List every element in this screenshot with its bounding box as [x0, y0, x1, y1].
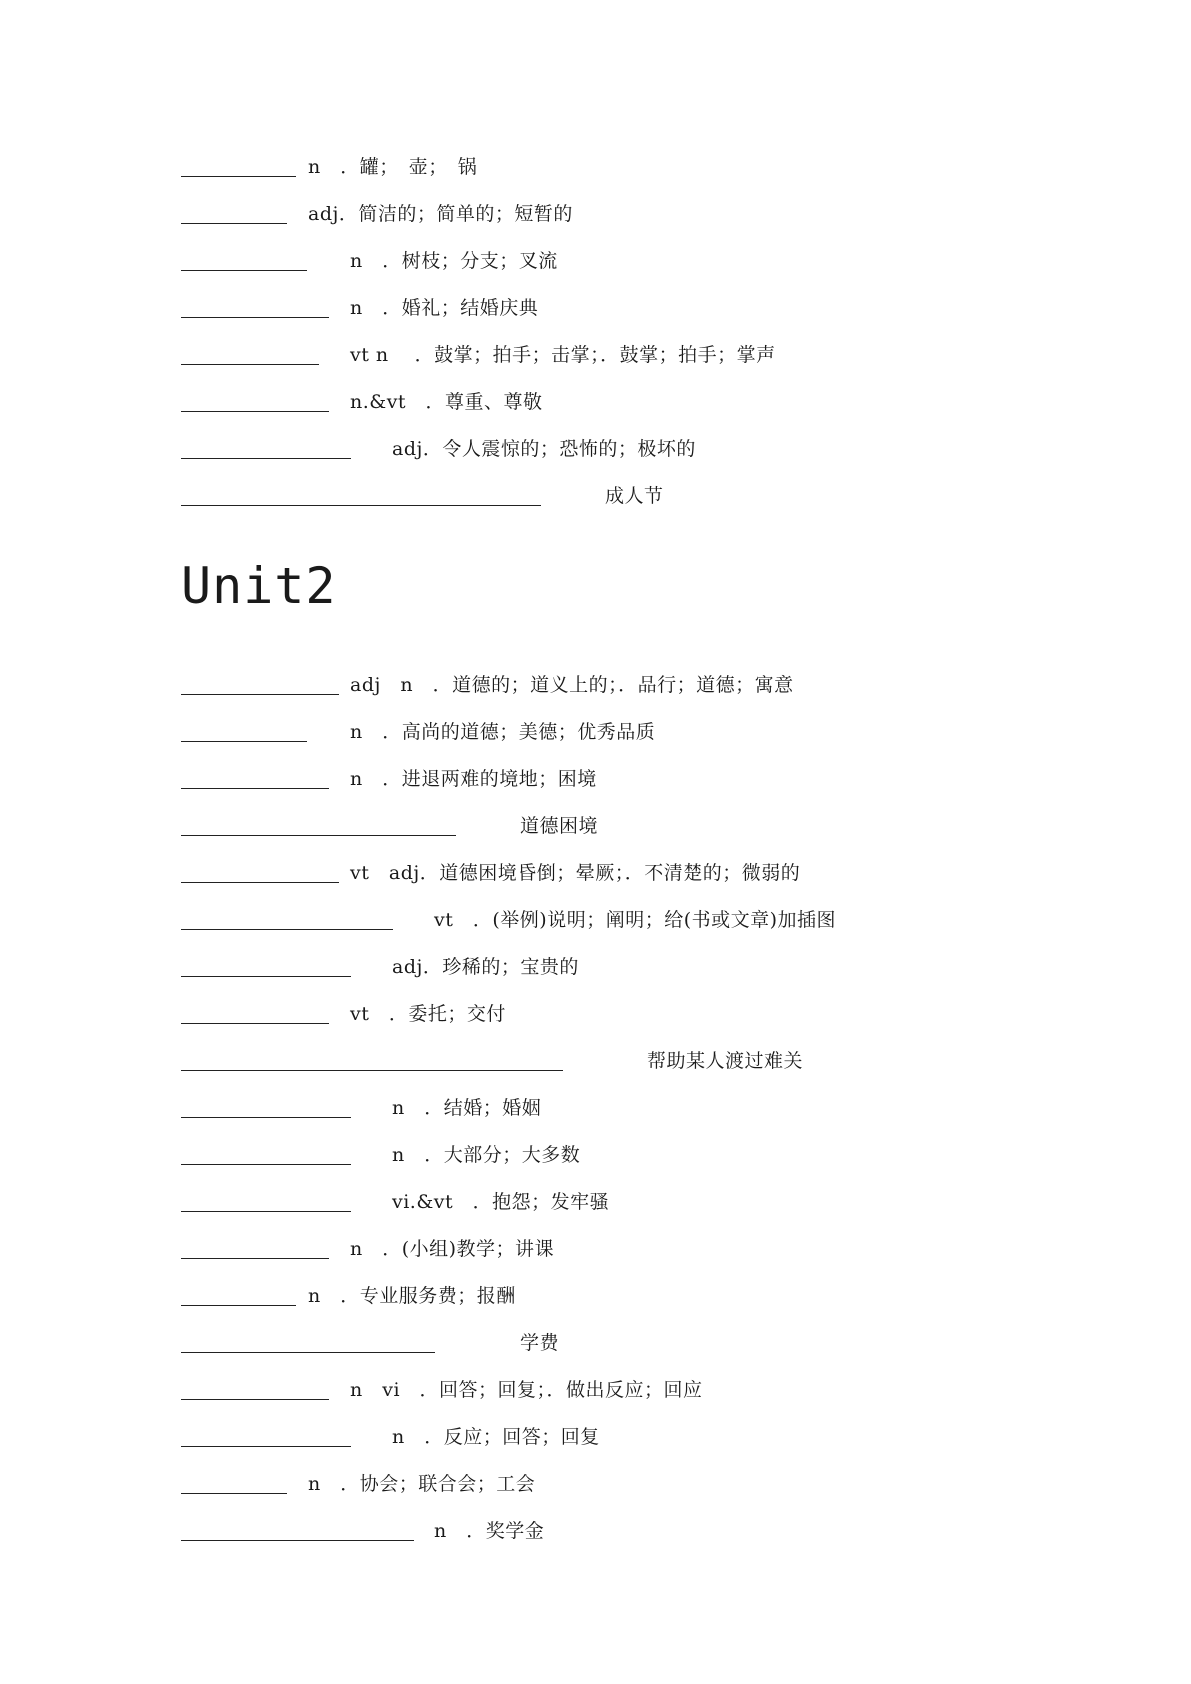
- answer-blank[interactable]: [181, 1305, 296, 1306]
- definition-text: n ．专业服务费；报酬: [308, 1285, 516, 1307]
- answer-blank[interactable]: [181, 1258, 329, 1259]
- vocab-row: [181, 479, 1081, 509]
- definition-text: 学费: [520, 1332, 560, 1354]
- vocab-row: [181, 1326, 1081, 1356]
- answer-blank[interactable]: [181, 270, 307, 271]
- definition-text: n ．进退两难的境地；困境: [350, 768, 597, 790]
- vocab-row: [181, 856, 1081, 886]
- answer-blank[interactable]: [181, 976, 351, 977]
- definition-text: 道德困境: [520, 815, 599, 837]
- vocab-row: [181, 338, 1081, 368]
- vocab-row: [181, 1420, 1081, 1450]
- vocab-row: [181, 1514, 1081, 1544]
- answer-blank[interactable]: [181, 741, 307, 742]
- definition-text: n ．婚礼；结婚庆典: [350, 297, 539, 319]
- vocab-row: [181, 150, 1081, 180]
- vocab-row: [181, 1138, 1081, 1168]
- answer-blank[interactable]: [181, 882, 339, 883]
- answer-blank[interactable]: [181, 223, 287, 224]
- definition-text: 成人节: [605, 485, 664, 507]
- definition-text: vt n ．鼓掌；拍手；击掌；．鼓掌；拍手；掌声: [350, 344, 776, 366]
- definition-text: vt ．委托；交付: [350, 1003, 506, 1025]
- definition-text: n ．大部分；大多数: [392, 1144, 581, 1166]
- vocab-row: [181, 197, 1081, 227]
- definition-text: n ．结婚；婚姻: [392, 1097, 542, 1119]
- answer-blank[interactable]: [181, 788, 329, 789]
- vocab-row: [181, 997, 1081, 1027]
- answer-blank[interactable]: [181, 1446, 351, 1447]
- vocab-row: [181, 1185, 1081, 1215]
- answer-blank[interactable]: [181, 411, 329, 412]
- vocab-row: [181, 950, 1081, 980]
- answer-blank[interactable]: [181, 1117, 351, 1118]
- vocab-row: [181, 1044, 1081, 1074]
- definition-text: vi.&vt ．抱怨；发牢骚: [392, 1191, 610, 1213]
- definition-text: n vi ．回答；回复；．做出反应；回应: [350, 1379, 703, 1401]
- vocab-row: [181, 244, 1081, 274]
- answer-blank[interactable]: [181, 1070, 563, 1071]
- definition-text: adj．珍稀的；宝贵的: [392, 956, 579, 978]
- definition-text: vt ．(举例)说明；阐明；给(书或文章)加插图: [434, 909, 837, 931]
- answer-blank[interactable]: [181, 1399, 329, 1400]
- answer-blank[interactable]: [181, 176, 296, 177]
- vocab-row: [181, 1232, 1081, 1262]
- definition-text: adj．简洁的；简单的；短暂的: [308, 203, 573, 225]
- vocab-row: [181, 809, 1081, 839]
- definition-text: 帮助某人渡过难关: [647, 1050, 804, 1072]
- definition-text: n ．奖学金: [434, 1520, 545, 1542]
- answer-blank[interactable]: [181, 505, 541, 506]
- definition-text: vt adj．道德困境昏倒；晕厥；．不清楚的；微弱的: [350, 862, 801, 884]
- vocab-row: [181, 291, 1081, 321]
- answer-blank[interactable]: [181, 317, 329, 318]
- answer-blank[interactable]: [181, 1211, 351, 1212]
- vocab-row: [181, 432, 1081, 462]
- answer-blank[interactable]: [181, 835, 456, 836]
- vocab-row: [181, 903, 1081, 933]
- answer-blank[interactable]: [181, 694, 339, 695]
- vocab-row: [181, 1467, 1081, 1497]
- answer-blank[interactable]: [181, 1023, 329, 1024]
- definition-text: n ．协会；联合会；工会: [308, 1473, 536, 1495]
- unit-heading: Unit2: [181, 557, 337, 615]
- answer-blank[interactable]: [181, 458, 351, 459]
- vocab-row: [181, 715, 1081, 745]
- vocab-row: [181, 385, 1081, 415]
- definition-text: n ．反应；回答；回复: [392, 1426, 600, 1448]
- vocab-row: [181, 1091, 1081, 1121]
- vocab-row: [181, 668, 1081, 698]
- definition-text: n.&vt ．尊重、尊敬: [350, 391, 543, 413]
- vocab-row: [181, 1279, 1081, 1309]
- answer-blank[interactable]: [181, 1540, 414, 1541]
- definition-text: n ．罐； 壶； 锅: [308, 156, 478, 178]
- answer-blank[interactable]: [181, 929, 393, 930]
- answer-blank[interactable]: [181, 1493, 287, 1494]
- definition-text: adj n ．道德的；道义上的；．品行；道德；寓意: [350, 674, 794, 696]
- definition-text: n ．树枝；分支；叉流: [350, 250, 558, 272]
- vocab-row: [181, 1373, 1081, 1403]
- answer-blank[interactable]: [181, 364, 319, 365]
- vocab-row: [181, 762, 1081, 792]
- definition-text: n ．(小组)教学；讲课: [350, 1238, 555, 1260]
- answer-blank[interactable]: [181, 1352, 435, 1353]
- definition-text: adj．令人震惊的；恐怖的；极坏的: [392, 438, 696, 460]
- definition-text: n ．高尚的道德；美德；优秀品质: [350, 721, 656, 743]
- answer-blank[interactable]: [181, 1164, 351, 1165]
